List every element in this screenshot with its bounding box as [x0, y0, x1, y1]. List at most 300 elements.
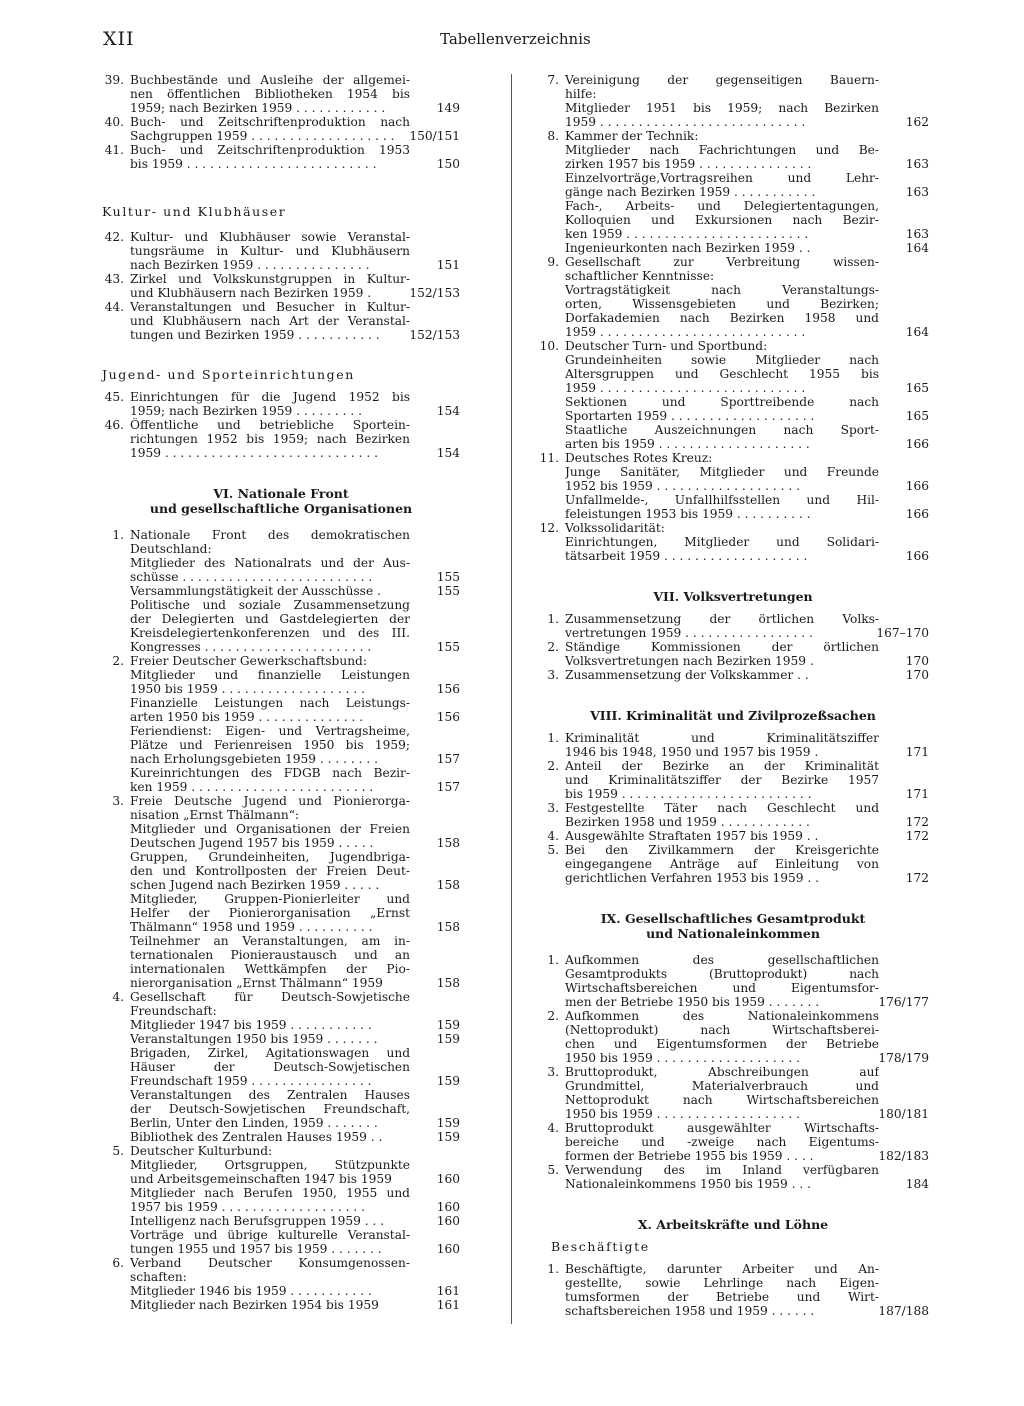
section-heading-ix-sub: und Nationaleinkommen — [646, 926, 820, 941]
entry-line: Kongresses . . . . . . . . . . . . . . . . . . . . . . — [130, 640, 372, 654]
entry-number: 9. — [547, 255, 559, 269]
entry-number: 46. — [104, 418, 124, 432]
toc-entry — [102, 418, 460, 460]
page-ref: 160 — [436, 1172, 460, 1186]
entry-number: 11. — [539, 451, 559, 465]
toc-entry — [102, 766, 460, 794]
entry-line: Dorfakademien nach Bezirken 1958 und — [565, 311, 879, 325]
page-ref: 172 — [905, 829, 929, 843]
page-ref: 171 — [905, 745, 929, 759]
entry-line: bereiche und -zweige nach Eigentums- — [565, 1135, 879, 1149]
entry-line: Staatliche Auszeichnungen nach Sport- — [565, 423, 879, 437]
page-ref: 157 — [436, 752, 460, 766]
page-ref: 170 — [905, 668, 929, 682]
entry-line: Buchbestände und Ausleihe der allgemei- — [130, 73, 410, 87]
entry-line: Plätze und Ferienreisen 1950 bis 1959; — [130, 738, 410, 752]
entry-line: und Klubhäusern nach Bezirken 1959 . — [130, 286, 372, 300]
entry-line: und Kriminalitätsziffer der Bezirke 1957 — [565, 773, 879, 787]
entry-line: Unfallmelde-, Unfallhilfsstellen und Hil- — [565, 493, 879, 507]
entry-number: 40. — [104, 115, 124, 129]
page-ref: 149 — [436, 101, 460, 115]
page-ref: 155 — [436, 584, 460, 598]
entry-line: schüsse . . . . . . . . . . . . . . . . . . . . . . . . . — [130, 570, 373, 584]
entry-line: men der Betriebe 1950 bis 1959 . . . . . . . — [565, 995, 820, 1009]
entry-line: Zirkel und Volkskunstgruppen in Kultur- — [130, 272, 410, 286]
page-ref: 171 — [905, 787, 929, 801]
entry-line: Kriminalität und Kriminalitätsziffer — [565, 731, 879, 745]
entry-line: Bibliothek des Zentralen Hauses 1959 . . — [130, 1130, 383, 1144]
entry-line: eingegangene Anträge auf Einleitung von — [565, 857, 879, 871]
entry-line: formen der Betriebe 1955 bis 1959 . . . . — [565, 1149, 814, 1163]
toc-entry — [102, 892, 460, 934]
entry-line: 1959 . . . . . . . . . . . . . . . . . . . . . . . . . . . — [565, 381, 806, 395]
page-ref: 163 — [905, 227, 929, 241]
toc-entry — [102, 696, 460, 724]
toc-entry — [102, 1046, 460, 1088]
entry-line: Freie Deutsche Jugend und Pionierorga- — [130, 794, 410, 808]
list-group-left-c — [102, 390, 460, 460]
toc-entry — [102, 1144, 460, 1158]
toc-entry — [537, 255, 929, 283]
page-number: XII — [103, 28, 135, 50]
page-ref: 155 — [436, 570, 460, 584]
toc-entry — [537, 129, 929, 143]
entry-line: Veranstaltungen des Zentralen Hauses — [130, 1088, 410, 1102]
toc-entry — [537, 1121, 929, 1163]
toc-entry — [537, 759, 929, 801]
entry-line: Ingenieurkonten nach Bezirken 1959 . . — [565, 241, 811, 255]
toc-entry — [537, 423, 929, 451]
toc-entry — [537, 843, 929, 885]
page-ref: 178/179 — [878, 1051, 929, 1065]
entry-number: 5. — [547, 843, 559, 857]
page-ref: 182/183 — [878, 1149, 929, 1163]
page-ref: 160 — [436, 1214, 460, 1228]
list-group-right-x — [537, 1262, 929, 1318]
page-ref: 170 — [905, 654, 929, 668]
entry-line: Thälmann“ 1958 und 1959 . . . . . . . . . . — [130, 920, 373, 934]
entry-line: Fach-, Arbeits- und Delegiertentagungen, — [565, 199, 879, 213]
page-ref: 156 — [436, 682, 460, 696]
page-ref: 165 — [905, 381, 929, 395]
section-heading-ix: IX. Gesellschaftliches Gesamtprodukt — [600, 911, 866, 926]
entry-line: richtungen 1952 bis 1959; nach Bezirken — [130, 432, 410, 446]
entry-line: Bruttoprodukt ausgewählter Wirtschafts- — [565, 1121, 879, 1135]
entry-line: Veranstaltungen 1950 bis 1959 . . . . . . . — [130, 1032, 378, 1046]
entry-line: Mitglieder 1946 bis 1959 . . . . . . . . . . . — [130, 1284, 372, 1298]
entry-line: Ständige Kommissionen der örtlichen — [565, 640, 879, 654]
right-column — [537, 73, 929, 1318]
toc-entry — [537, 395, 929, 423]
entry-number: 41. — [104, 143, 124, 157]
entry-line: Gesellschaft für Deutsch-Sowjetische — [130, 990, 410, 1004]
entry-line: Intelligenz nach Berufsgruppen 1959 . . . — [130, 1214, 385, 1228]
entry-line: Vorträge und übrige kulturelle Veranstal- — [130, 1228, 410, 1242]
page-ref: 165 — [905, 409, 929, 423]
entry-number: 6. — [112, 1256, 124, 1270]
entry-line: (Nettoprodukt) nach Wirtschaftsberei- — [565, 1023, 879, 1037]
entry-line: Vortragstätigkeit nach Veranstaltungs- — [565, 283, 879, 297]
toc-entry — [537, 1163, 929, 1191]
entry-line: 1959 . . . . . . . . . . . . . . . . . . . . . . . . . . . . — [130, 446, 378, 460]
list-group-left-vi — [102, 528, 460, 1312]
entry-number: 1. — [547, 953, 559, 967]
entry-line: Aufkommen des Nationaleinkommens — [565, 1009, 879, 1023]
entry-number: 5. — [547, 1163, 559, 1177]
entry-line: Kolloquien und Exkursionen nach Bezir- — [565, 213, 879, 227]
entry-number: 1. — [547, 731, 559, 745]
entry-line: schaften: — [130, 1270, 187, 1284]
toc-entry — [102, 850, 460, 892]
entry-line: Kreisdelegiertenkonferenzen und des III. — [130, 626, 410, 640]
entry-line: ken 1959 . . . . . . . . . . . . . . . . . . . . . . . . — [565, 227, 809, 241]
entry-line: gestellte, sowie Lehrlinge nach Eigen- — [565, 1276, 879, 1290]
entry-line: Gesamtprodukts (Bruttoprodukt) nach — [565, 967, 879, 981]
page-ref: 154 — [436, 404, 460, 418]
page-ref: 161 — [436, 1284, 460, 1298]
entry-line: Sachgruppen 1959 . . . . . . . . . . . . . . . . . . . — [130, 129, 395, 143]
entry-line: Verwendung des im Inland verfügbaren — [565, 1163, 879, 1177]
entry-line: Volkssolidarität: — [565, 521, 665, 535]
toc-entry — [102, 934, 460, 990]
entry-number: 4. — [547, 1121, 559, 1135]
entry-number: 2. — [547, 640, 559, 654]
list-group-right-ix — [537, 953, 929, 1191]
toc-entry — [102, 654, 460, 668]
entry-line: Deutschen Jugend 1957 bis 1959 . . . . . — [130, 836, 374, 850]
list-group-right-viii — [537, 731, 929, 885]
toc-entry — [537, 143, 929, 171]
entry-line: Nationale Front des demokratischen — [130, 528, 410, 542]
toc-entry — [537, 829, 929, 843]
entry-line: chen und Eigentumsformen der Betriebe — [565, 1037, 879, 1051]
section-heading-x: X. Arbeitskräfte und Löhne — [637, 1217, 829, 1232]
page-ref: 172 — [905, 871, 929, 885]
section-heading-viii: VIII. Kriminalität und Zivilprozeßsachen — [590, 708, 876, 723]
entry-line: 1950 bis 1959 . . . . . . . . . . . . . . . . . . . — [565, 1107, 800, 1121]
toc-entry — [102, 556, 460, 584]
entry-line: bis 1959 . . . . . . . . . . . . . . . . . . . . . . . . . — [130, 157, 377, 171]
entry-line: Mitglieder und Organisationen der Freien — [130, 822, 410, 836]
toc-entry — [102, 668, 460, 696]
entry-line: Buch- und Zeitschriftenproduktion 1953 — [130, 143, 410, 157]
entry-line: nierorganisation „Ernst Thälmann“ 1959 — [130, 976, 383, 990]
entry-number: 8. — [547, 129, 559, 143]
entry-line: Nationaleinkommens 1950 bis 1959 . . . — [565, 1177, 812, 1191]
toc-entry — [537, 73, 929, 101]
entry-line: Beschäftigte, darunter Arbeiter und An- — [565, 1262, 879, 1276]
entry-number: 44. — [104, 300, 124, 314]
entry-line: Gesellschaft zur Verbreitung wissen- — [565, 255, 879, 269]
entry-line: 1950 bis 1959 . . . . . . . . . . . . . . . . . . . — [130, 682, 365, 696]
entry-line: 1959; nach Bezirken 1959 . . . . . . . . . . . . — [130, 101, 386, 115]
page-ref: 158 — [436, 976, 460, 990]
entry-number: 2. — [547, 1009, 559, 1023]
toc-entry — [102, 143, 460, 171]
toc-entry — [537, 535, 929, 563]
entry-number: 39. — [104, 73, 124, 87]
left-column — [102, 73, 460, 1312]
entry-line: tätsarbeit 1959 . . . . . . . . . . . . . . . . . . . — [565, 549, 808, 563]
page-ref: 150/151 — [409, 129, 460, 143]
entry-line: tungsräume in Kultur- und Klubhäusern — [130, 244, 410, 258]
toc-entry — [102, 73, 460, 115]
toc-entry — [102, 115, 460, 143]
entry-line: Freundschaft 1959 . . . . . . . . . . . . . . . . — [130, 1074, 372, 1088]
entry-line: Anteil der Bezirke an der Kriminalität — [565, 759, 879, 773]
entry-line: Häuser der Deutsch-Sowjetischen — [130, 1060, 410, 1074]
toc-entry — [102, 300, 460, 342]
toc-entry — [102, 1018, 460, 1032]
page-ref: 166 — [905, 479, 929, 493]
entry-line: Deutschland: — [130, 542, 212, 556]
page-ref: 157 — [436, 780, 460, 794]
toc-entry — [537, 171, 929, 199]
page-ref: 151 — [436, 258, 460, 272]
entry-line: Kultur- und Klubhäuser sowie Veranstal- — [130, 230, 410, 244]
entry-line: 1959 . . . . . . . . . . . . . . . . . . . . . . . . . . . — [565, 115, 806, 129]
entry-line: Grundmittel, Materialverbrauch und — [565, 1079, 879, 1093]
entry-line: zirken 1957 bis 1959 . . . . . . . . . . . . . . . — [565, 157, 812, 171]
entry-line: nach Bezirken 1959 . . . . . . . . . . . . . . . — [130, 258, 370, 272]
entry-line: Festgestellte Täter nach Geschlecht und — [565, 801, 879, 815]
entry-line: Sektionen und Sporttreibende nach — [565, 395, 879, 409]
entry-line: Aufkommen des gesellschaftlichen — [565, 953, 879, 967]
entry-line: tungen 1955 und 1957 bis 1959 . . . . . . . — [130, 1242, 382, 1256]
entry-line: Berlin, Unter den Linden, 1959 . . . . . . . — [130, 1116, 378, 1130]
page-ref: 160 — [436, 1242, 460, 1256]
page-ref: 156 — [436, 710, 460, 724]
page-title: Tabellenverzeichnis — [440, 30, 591, 48]
entry-number: 3. — [547, 668, 559, 682]
toc-entry — [102, 1158, 460, 1186]
toc-entry — [537, 668, 929, 682]
toc-entry — [102, 1088, 460, 1130]
entry-line: und Arbeitsgemeinschaften 1947 bis 1959 — [130, 1172, 392, 1186]
entry-line: Deutscher Turn- und Sportbund: — [565, 339, 768, 353]
entry-line: gerichtlichen Verfahren 1953 bis 1959 . . — [565, 871, 820, 885]
entry-number: 45. — [104, 390, 124, 404]
entry-line: schaftlicher Kenntnisse: — [565, 269, 715, 283]
entry-line: schen Jugend nach Bezirken 1959 . . . . . — [130, 878, 380, 892]
entry-line: Ausgewählte Straftaten 1957 bis 1959 . . — [565, 829, 819, 843]
entry-line: Bruttoprodukt, Abschreibungen auf — [565, 1065, 879, 1079]
entry-line: Bei den Zivilkammern der Kreisgerichte — [565, 843, 879, 857]
list-group-left-b — [102, 230, 460, 342]
page-ref: 176/177 — [878, 995, 929, 1009]
entry-line: bis 1959 . . . . . . . . . . . . . . . . . . . . . . . . . — [565, 787, 812, 801]
page-ref: 187/188 — [878, 1304, 929, 1318]
page-ref: 164 — [905, 241, 929, 255]
subheading-kultur: Kultur- und Klubhäuser — [102, 204, 287, 219]
page-ref: 160 — [436, 1200, 460, 1214]
subheading-beschaeftigte: Beschäftigte — [551, 1239, 650, 1254]
entry-number: 4. — [547, 829, 559, 843]
entry-line: Volksvertretungen nach Bezirken 1959 . — [565, 654, 814, 668]
toc-entry — [102, 390, 460, 418]
entry-line: Grundeinheiten sowie Mitglieder nach — [565, 353, 879, 367]
entry-number: 42. — [104, 230, 124, 244]
section-heading-vi: VI. Nationale Front — [213, 486, 349, 501]
page-ref: 180/181 — [878, 1107, 929, 1121]
page-ref: 152/153 — [409, 286, 460, 300]
toc-entry — [537, 612, 929, 640]
entry-line: Freundschaft: — [130, 1004, 217, 1018]
list-group-right-a — [537, 73, 929, 563]
entry-number: 12. — [539, 521, 559, 535]
entry-line: Vereinigung der gegenseitigen Bauern- — [565, 73, 879, 87]
page-ref: 158 — [436, 920, 460, 934]
page-ref: 155 — [436, 640, 460, 654]
page-ref: 166 — [905, 437, 929, 451]
entry-line: Mitglieder, Ortsgruppen, Stützpunkte — [130, 1158, 410, 1172]
entry-line: Junge Sanitäter, Mitglieder und Freunde — [565, 465, 879, 479]
entry-line: nen öffentlichen Bibliotheken 1954 bis — [130, 87, 410, 101]
entry-line: feleistungen 1953 bis 1959 . . . . . . . . . . — [565, 507, 811, 521]
toc-entry — [537, 521, 929, 535]
subheading-jugend: Jugend- und Sporteinrichtungen — [102, 367, 355, 382]
toc-entry — [102, 990, 460, 1018]
entry-line: Helfer der Pionierorganisation „Ernst — [130, 906, 410, 920]
page-ref: 166 — [905, 507, 929, 521]
entry-line: Finanzielle Leistungen nach Leistungs- — [130, 696, 410, 710]
entry-line: Feriendienst: Eigen- und Vertragsheime, — [130, 724, 410, 738]
page-ref: 163 — [905, 157, 929, 171]
section-heading-vi-sub: und gesellschaftliche Organisationen — [149, 501, 413, 516]
entry-line: nach Erholungsgebieten 1959 . . . . . . . . — [130, 752, 378, 766]
entry-line: tumsformen der Betriebe und Wirt- — [565, 1290, 879, 1304]
entry-line: 1959; nach Bezirken 1959 . . . . . . . . . — [130, 404, 363, 418]
toc-entry — [537, 353, 929, 395]
entry-line: Mitglieder des Nationalrats und der Aus- — [130, 556, 410, 570]
entry-line: Mitglieder 1947 bis 1959 . . . . . . . . . . . — [130, 1018, 372, 1032]
toc-entry — [102, 584, 460, 598]
toc-entry — [102, 1228, 460, 1256]
page-ref: 159 — [436, 1032, 460, 1046]
entry-line: 1946 bis 1948, 1950 und 1957 bis 1959 . — [565, 745, 819, 759]
column-divider — [511, 74, 512, 1324]
entry-line: 1957 bis 1959 . . . . . . . . . . . . . . . . . . . — [130, 1200, 365, 1214]
toc-entry — [537, 731, 929, 759]
entry-line: gänge nach Bezirken 1959 . . . . . . . . . . . — [565, 185, 816, 199]
entry-line: Bezirken 1958 und 1959 . . . . . . . . . . . . — [565, 815, 810, 829]
entry-line: Mitglieder und finanzielle Leistungen — [130, 668, 410, 682]
page-ref: 158 — [436, 878, 460, 892]
entry-line: Zusammensetzung der örtlichen Volks- — [565, 612, 879, 626]
list-group-left-a — [102, 73, 460, 171]
entry-line: Versammlungstätigkeit der Ausschüsse . — [130, 584, 381, 598]
toc-entry — [537, 241, 929, 255]
toc-entry — [102, 794, 460, 822]
entry-line: Zusammensetzung der Volkskammer . . — [565, 668, 809, 682]
entry-number: 10. — [539, 339, 559, 353]
toc-entry — [537, 451, 929, 465]
entry-line: orten, Wissensgebieten und Bezirken; — [565, 297, 879, 311]
entry-line: Kammer der Technik: — [565, 129, 699, 143]
page-ref: 172 — [905, 815, 929, 829]
entry-line: vertretungen 1959 . . . . . . . . . . . . . . . . . — [565, 626, 813, 640]
entry-line: Nettoprodukt nach Wirtschaftsbereichen — [565, 1093, 879, 1107]
page-ref: 161 — [436, 1298, 460, 1312]
page-ref: 184 — [905, 1177, 929, 1191]
toc-entry — [537, 640, 929, 668]
entry-line: Mitglieder nach Bezirken 1954 bis 1959 — [130, 1298, 379, 1312]
entry-line: 1959 . . . . . . . . . . . . . . . . . . . . . . . . . . . — [565, 325, 806, 339]
page-ref: 162 — [905, 115, 929, 129]
entry-line: der Delegierten und Gastdelegierten der — [130, 612, 410, 626]
page-ref: 154 — [436, 446, 460, 460]
entry-line: Öffentliche und betriebliche Sportein- — [130, 418, 410, 432]
entry-line: Einzelvorträge,Vortragsreihen und Lehr- — [565, 171, 879, 185]
entry-line: Teilnehmer an Veranstaltungen, am in- — [130, 934, 410, 948]
toc-entry — [102, 230, 460, 272]
entry-line: den und Kontrollposten der Freien Deut- — [130, 864, 410, 878]
entry-line: Freier Deutscher Gewerkschaftsbund: — [130, 654, 367, 668]
toc-entry — [102, 1032, 460, 1046]
entry-line: ternationalen Pionieraustausch und an — [130, 948, 410, 962]
toc-entry — [537, 493, 929, 521]
toc-entry — [537, 1065, 929, 1121]
entry-line: ken 1959 . . . . . . . . . . . . . . . . . . . . . . . . — [130, 780, 374, 794]
entry-line: Mitglieder nach Berufen 1950, 1955 und — [130, 1186, 410, 1200]
entry-line: Deutsches Rotes Kreuz: — [565, 451, 713, 465]
entry-line: Veranstaltungen und Besucher in Kultur- — [130, 300, 410, 314]
entry-number: 1. — [547, 1262, 559, 1276]
toc-entry — [102, 724, 460, 766]
toc-entry — [537, 199, 929, 241]
entry-line: Sportarten 1959 . . . . . . . . . . . . . . . . . . . — [565, 409, 815, 423]
entry-line: Verband Deutscher Konsumgenossen- — [130, 1256, 410, 1270]
toc-entry — [537, 339, 929, 353]
entry-line: Mitglieder 1951 bis 1959; nach Bezirken — [565, 101, 879, 115]
toc-entry — [102, 528, 460, 556]
toc-entry — [537, 953, 929, 1009]
entry-number: 4. — [112, 990, 124, 1004]
page-ref: 159 — [436, 1018, 460, 1032]
page-ref: 167–170 — [876, 626, 929, 640]
page-ref: 163 — [905, 185, 929, 199]
entry-line: nisation „Ernst Thälmann“: — [130, 808, 300, 822]
section-heading-vii: VII. Volksvertretungen — [653, 589, 813, 604]
entry-number: 1. — [547, 612, 559, 626]
entry-number: 3. — [547, 1065, 559, 1079]
entry-line: arten bis 1959 . . . . . . . . . . . . . . . . . . . . — [565, 437, 810, 451]
entry-number: 2. — [112, 654, 124, 668]
toc-entry — [537, 1009, 929, 1065]
entry-number: 2. — [547, 759, 559, 773]
toc-entry — [102, 1214, 460, 1228]
entry-line: Einrichtungen, Mitglieder und Solidari- — [565, 535, 879, 549]
toc-entry — [102, 272, 460, 300]
entry-line: arten 1950 bis 1959 . . . . . . . . . . . . . . — [130, 710, 364, 724]
page-ref: 150 — [436, 157, 460, 171]
toc-entry — [102, 598, 460, 654]
entry-line: Gruppen, Grundeinheiten, Jugendbriga- — [130, 850, 410, 864]
entry-number: 43. — [104, 272, 124, 286]
entry-line: Deutscher Kulturbund: — [130, 1144, 273, 1158]
entry-line: Einrichtungen für die Jugend 1952 bis — [130, 390, 410, 404]
entry-line: Mitglieder, Gruppen-Pionierleiter und — [130, 892, 410, 906]
page-ref: 158 — [436, 836, 460, 850]
entry-number: 1. — [112, 528, 124, 542]
toc-entry — [102, 1284, 460, 1298]
page-ref: 159 — [436, 1074, 460, 1088]
toc-entry — [537, 283, 929, 339]
entry-line: 1952 bis 1959 . . . . . . . . . . . . . . . . . . . — [565, 479, 800, 493]
entry-line: Kureinrichtungen des FDGB nach Bezir- — [130, 766, 410, 780]
toc-entry — [537, 101, 929, 129]
page-ref: 159 — [436, 1116, 460, 1130]
